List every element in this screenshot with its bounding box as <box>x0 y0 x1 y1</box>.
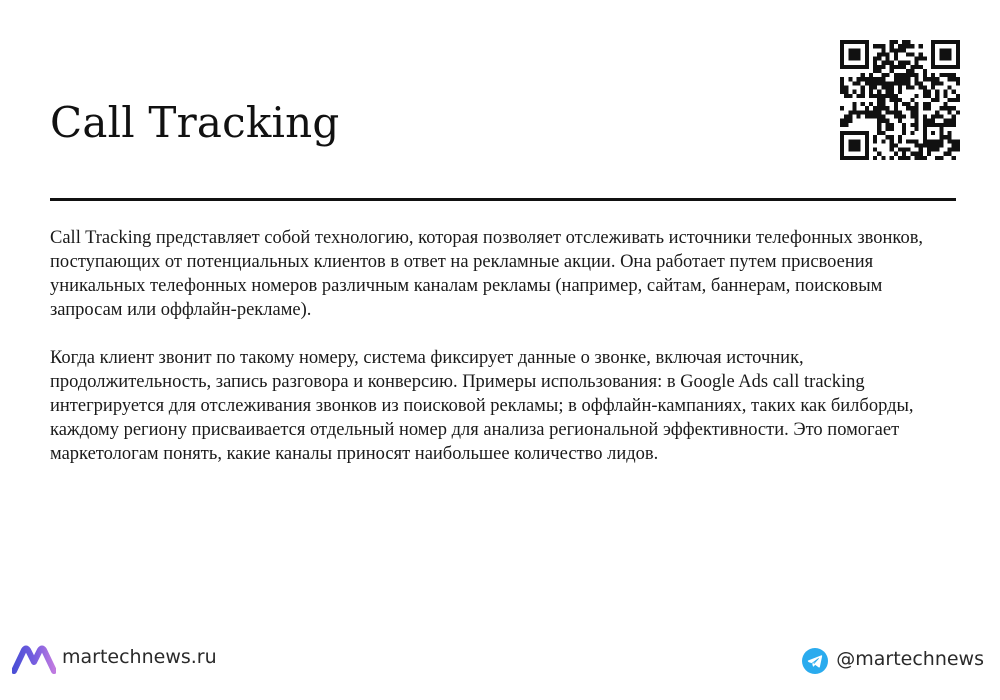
qr-code-icon[interactable] <box>840 40 960 160</box>
footer-site[interactable]: martechnews.ru <box>62 646 217 668</box>
title-divider <box>50 198 956 201</box>
paragraph-intro: Call Tracking представляет собой технологию, которая позволяет отслеживать источники телефонных звонков, поступающих от потенциальных клиентов в ответ на рекламные акции. Она работает путем присвоения уникальных телефонных номеров различным каналам рекламы (например, сайтам, баннерам, поисковым запросам или оффлайн-рекламе). <box>50 228 924 320</box>
paragraph-usage: Когда клиент звонит по такому номеру, система фиксирует данные о звонке, включая источник, продолжительность, запись разговора и конверсию. Примеры использования: в Google Ads call tracking интегрируется для отслеживания звонков из поисковой рекламы; в оффлайн-кампаниях, таких как билборды, каждому региону присваивается отдельный номер для анализа региональной эффективности. Это помогает маркетологам понять, какие каналы приносят наибольшее количество лидов. <box>50 348 914 464</box>
footer-telegram-link[interactable] <box>802 646 984 676</box>
article-body <box>50 226 950 490</box>
footer-telegram-handle[interactable]: @martechnews <box>836 648 984 670</box>
telegram-icon <box>802 648 828 674</box>
page-title: Call Tracking <box>50 98 340 147</box>
footer-site-link[interactable] <box>12 644 217 676</box>
martechnews-logo-icon <box>12 645 56 675</box>
